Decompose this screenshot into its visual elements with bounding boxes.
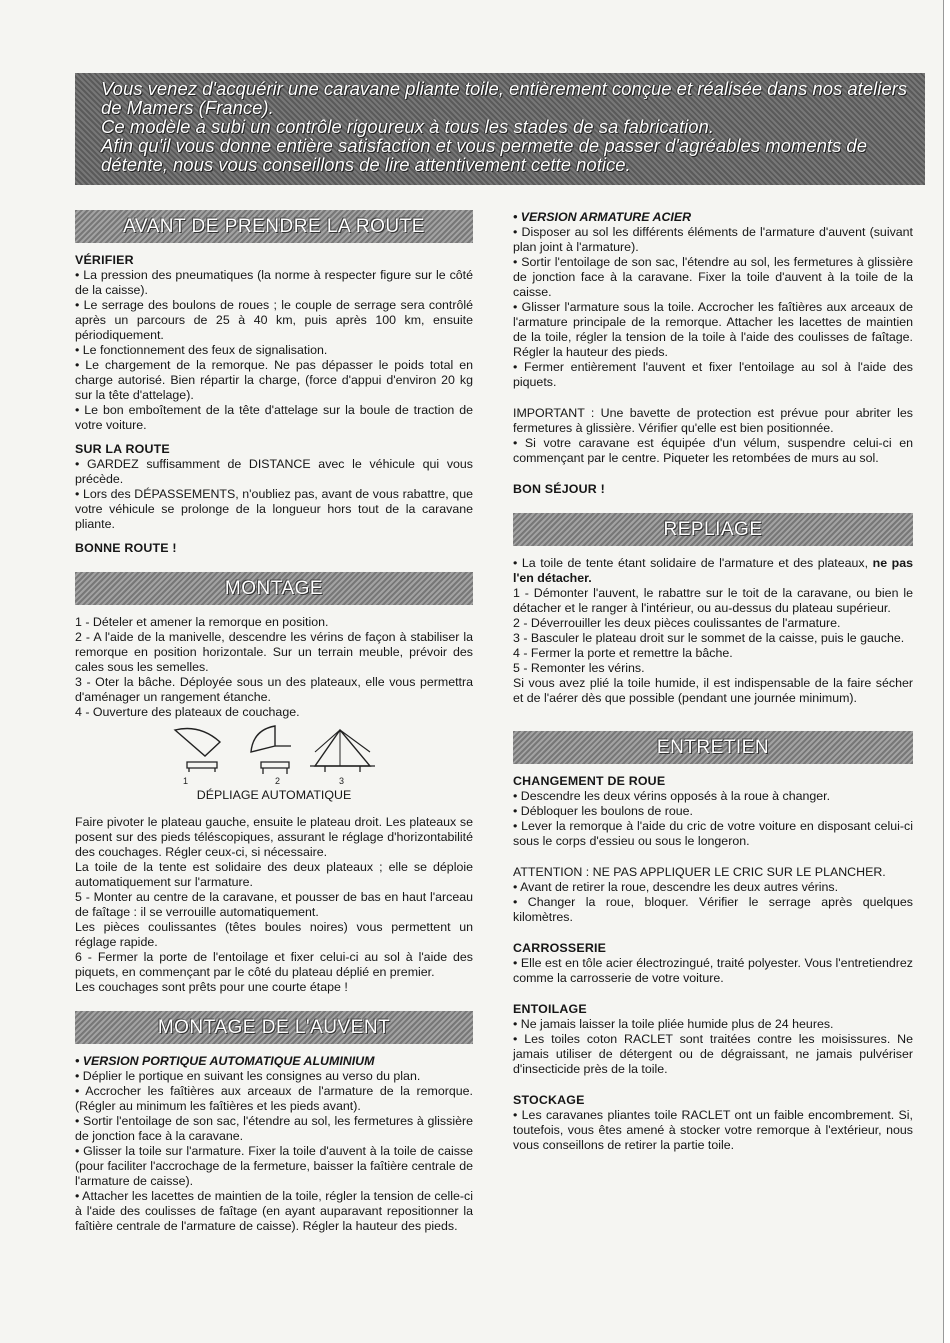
left-column — [75, 210, 473, 1234]
step-item: 1 - Dételer et amener la remorque en position. — [75, 615, 329, 629]
repliage-intro-bold: ne pas l'en détacher. — [513, 556, 913, 585]
banner-title: ENTRETIEN — [656, 737, 770, 758]
step-item: 2 - A l'aide de la manivelle, descendre les vérins de façon à stabiliser la remorque en position horizontale. Sur un terrain meuble, prévoir des cales sous les semelles. — [75, 630, 473, 674]
intro-line: Vous venez d'acquérir une caravane pliante toile, entièrement conçue et réalisée dans nos ateliers de Mamers (France). — [101, 78, 908, 118]
figure-label: 2 — [275, 776, 281, 786]
roue-heading: CHANGEMENT DE ROUE — [513, 774, 666, 788]
alu-heading: • VERSION PORTIQUE AUTOMATIQUE ALUMINIUM — [75, 1054, 375, 1068]
velum-note: • Si votre caravane est équipée d'un vélum, suspendre celui-ci en commençant par le centre. Piqueter les retombées de murs au sol. — [513, 436, 913, 465]
banner-title: MONTAGE DE L'AUVENT — [157, 1017, 391, 1038]
section-banner-repliage — [513, 513, 913, 546]
acier-heading: • VERSION ARMATURE ACIER — [513, 210, 692, 224]
repliage-intro-text: • La toile de tente étant solidaire de l'armature et des plateaux, — [513, 556, 869, 570]
intro-box — [75, 73, 925, 185]
figure-label: 3 — [339, 776, 345, 786]
important-note: IMPORTANT : Une bavette de protection est prévue pour abriter les fermetures à glissière. Vérifier qu'elle est bien positionnée. — [513, 406, 913, 435]
list-item: • Débloquer les boulons de roue. — [513, 804, 693, 818]
unfolding-illustration — [165, 722, 405, 786]
figure-label: 1 — [183, 776, 189, 786]
right-column — [513, 210, 913, 1153]
list-item: • Sortir l'entoilage de son sac, l'étendre au sol, les fermetures à glissière de jonction face à la caravane. Fixer la toile d'auvent à la toile de la caisse. — [513, 255, 913, 299]
list-item: • Sortir l'entoilage de son sac, l'étendre au sol, les fermetures à glissière de jonction face à la caravane. — [75, 1114, 473, 1143]
repliage-intro — [513, 556, 913, 586]
banner-title: REPLIAGE — [663, 519, 763, 540]
stockage-heading: STOCKAGE — [513, 1093, 585, 1107]
banner-title: MONTAGE — [224, 578, 324, 599]
list-item: • Ne jamais laisser la toile pliée humide plus de 24 heures. — [513, 1017, 834, 1031]
route-heading: SUR LA ROUTE — [75, 442, 170, 456]
list-item: • Le serrage des boulons de roues ; le couple de serrage sera contrôlé après un parcours de 25 à 40 km, puis après 100 km, ensuite périodiquement. — [75, 298, 473, 342]
step-item: 3 - Basculer le plateau droit sur le sommet de la caisse, puis le gauche. — [513, 631, 905, 645]
paragraph: 5 - Monter au centre de la caravane, et pousser de bas en haut l'arceau de faîtage : il se verrouille automatiquement. — [75, 890, 473, 919]
bonne-route: BONNE ROUTE ! — [75, 541, 177, 555]
list-item: • Glisser la toile sur l'armature. Fixer la toile d'auvent à la toile de caisse (pour faciliter l'accrochage de la fermeture, baisser la faîtière centrale de l'armature de caisse). — [75, 1144, 473, 1188]
list-item: • Lever la remorque à l'aide du cric de votre voiture en disposant celui-ci sous le corps d'essieu ou sous le longeron. — [513, 819, 913, 848]
step-item: 2 - Déverrouiller les deux pièces coulissantes de l'armature. — [513, 616, 841, 630]
list-item: • Le bon emboîtement de la tête d'attelage sur la boule de traction de votre voiture. — [75, 403, 473, 432]
intro-line: Ce modèle a subi un contrôle rigoureux à tous les stades de sa fabrication. — [101, 116, 714, 137]
bon-sejour: BON SÉJOUR ! — [513, 482, 605, 496]
step-item: 3 - Oter la bâche. Déployée sous un des plateaux, elle vous permettra d'aménager un rangement étanche. — [75, 675, 473, 704]
list-item: • Disposer au sol les différents éléments de l'armature d'auvent (suivant plan joint à l'armature). — [513, 225, 913, 254]
figure-caption: DÉPLIAGE AUTOMATIQUE — [196, 788, 352, 802]
step-item: 4 - Ouverture des plateaux de couchage. — [75, 705, 300, 719]
list-item: • Le chargement de la remorque. Ne pas dépasser le poids total en charge autorisé. Bien répartir la charge, (force d'appui d'environ 20 kg sur la tête d'attelage). — [75, 358, 473, 402]
paragraph: La toile de la tente est solidaire des deux plateaux ; elle se déploie automatiquement sur l'armature. — [75, 860, 473, 889]
step-item: 1 - Démonter l'auvent, le rabattre sur le toit de la caravane, ou bien le détacher et le ranger à l'intérieur, ou au-dessus du plateau supérieur. — [513, 586, 913, 615]
list-item: • Le fonctionnement des feux de signalisation. — [75, 343, 328, 357]
step-item: 5 - Remonter les vérins. — [513, 661, 645, 675]
paragraph: Les couchages sont prêts pour une courte étape ! — [75, 980, 348, 994]
list-item: • Descendre les deux vérins opposés à la roue à changer. — [513, 789, 831, 803]
carrosserie-heading: CARROSSERIE — [513, 941, 607, 955]
attention-note: ATTENTION : NE PAS APPLIQUER LE CRIC SUR LE PLANCHER. — [513, 865, 886, 879]
list-item: • Les toiles coton RACLET sont traitées contre les moisissures. Ne jamais utiliser de détergent ou de dégraissant, ne jamais pulvériser d'insecticide près de la toile. — [513, 1032, 913, 1076]
page-edge — [943, 0, 950, 1343]
section-banner-montage — [75, 572, 473, 605]
entoilage-heading: ENTOILAGE — [513, 1002, 587, 1016]
list-item: • Glisser l'armature sous la toile. Accrocher les faîtières aux arceaux de l'armature principale de la remorque. Attacher les lacettes de maintien de la toile, régler la tension de la toile à l'aide des coulisses de faîtage. Régler la hauteur des pieds. — [513, 300, 913, 359]
banner-title: AVANT DE PRENDRE LA ROUTE — [123, 216, 425, 237]
paragraph: Faire pivoter le plateau gauche, ensuite le plateau droit. Les plateaux se posent sur des pieds téléscopiques, assurant le réglage d'horizontabilité des couchages. Régler ceux-ci, si nécessaire. — [75, 815, 473, 859]
step-item: Si vous avez plié la toile humide, il est indispensable de la faire sécher et de l'aérer dès que possible (pendant une journée minimum). — [513, 676, 913, 705]
section-banner-avant — [75, 210, 473, 243]
list-item: • La pression des pneumatiques (la norme à respecter figure sur le côté de la caisse). — [75, 268, 473, 297]
carrosserie-text: • Elle est en tôle acier électrozingué, traité polyester. Vous l'entretiendrez comme la carrosserie de votre voiture. — [513, 956, 913, 985]
paragraph: 6 - Fermer la porte de l'entoilage et fixer celui-ci au sol à l'aide des piquets, en commençant par le côté du plateau déplié en premier. — [75, 950, 473, 979]
section-banner-auvent — [75, 1011, 473, 1044]
intro-line: Afin qu'il vous donne entière satisfaction et vous permette de passer d'agréables moments de détente, nous vous conseillons de lire attentivement cette notice. — [101, 135, 868, 175]
list-item: • Avant de retirer la roue, descendre les deux autres vérins. — [513, 880, 839, 894]
stockage-text: • Les caravanes pliantes toile RACLET ont un faible encombrement. Si, toutefois, vous êtes amené à stocker votre remorque à l'extérieur, nous vous conseillons de retirer la partie toile. — [513, 1108, 913, 1152]
step-item: 4 - Fermer la porte et remettre la bâche. — [513, 646, 733, 660]
section-banner-entretien — [513, 731, 913, 764]
list-item: • Lors des DÉPASSEMENTS, n'oubliez pas, avant de vous rabattre, que votre véhicule se prolonge de la longueur hors tout de la caravane pliante. — [75, 487, 473, 531]
paragraph: Les pièces coulissantes (têtes boules noires) vous permettent un réglage rapide. — [75, 920, 473, 949]
verifier-heading: VÉRIFIER — [75, 253, 134, 267]
unfolding-diagram — [75, 722, 473, 786]
list-item: • Attacher les lacettes de maintien de la toile, régler la tension de celle-ci à l'aide des coulisses de faîtage (en ayant auparavant repositionner la faîtière centrale de l'armature de caisse). Régler la hauteur des pieds. — [75, 1189, 473, 1233]
list-item: • Accrocher les faîtières aux arceaux de l'armature de la remorque. (Régler au minimum les faîtières et les pieds avant). — [75, 1084, 473, 1113]
list-item: • Fermer entièrement l'auvent et fixer l'entoilage au sol à l'aide des piquets. — [513, 360, 913, 389]
list-item: • Changer la roue, bloquer. Vérifier le serrage après quelques kilomètres. — [513, 895, 913, 924]
list-item: • Déplier le portique en suivant les consignes au verso du plan. — [75, 1069, 421, 1083]
list-item: • GARDEZ suffisamment de DISTANCE avec le véhicule qui vous précède. — [75, 457, 473, 486]
